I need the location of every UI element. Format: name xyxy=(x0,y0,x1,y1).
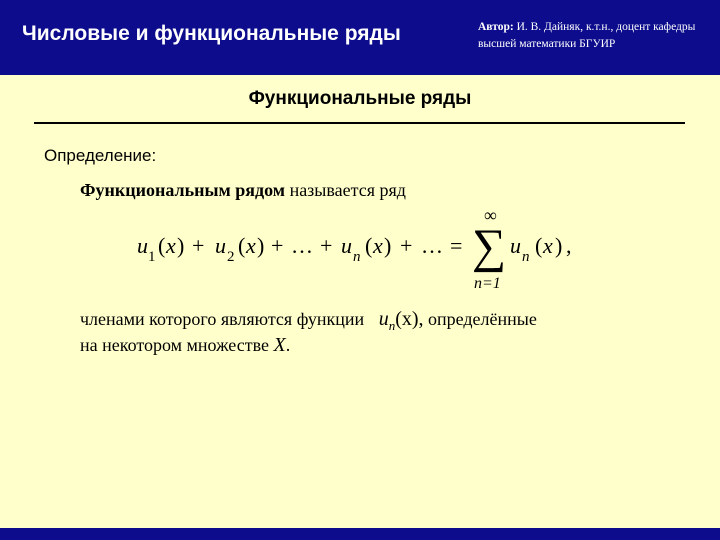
term-u2-rpar: ) xyxy=(257,233,265,258)
sigma-icon: ∑ xyxy=(472,220,507,273)
equals-sign: = xyxy=(450,233,463,258)
series-formula xyxy=(137,212,607,292)
ellipsis-1: … xyxy=(291,233,313,258)
definition-rest: называется ряд xyxy=(289,180,406,200)
sum-term-sub: n xyxy=(522,249,530,265)
section-title: Функциональные ряды xyxy=(248,88,472,109)
term-u2: u xyxy=(215,233,226,258)
title-rule xyxy=(34,122,685,124)
term-u1-sub: 1 xyxy=(148,249,156,265)
plus-1: + xyxy=(192,233,205,258)
body-line-1 xyxy=(80,308,537,334)
term-un: u xyxy=(341,233,352,258)
term-u2-x: x xyxy=(246,233,256,258)
term-u1: u xyxy=(137,233,148,258)
term-un-rpar: ) xyxy=(384,233,392,258)
body-line-2-text: на некотором множестве xyxy=(80,335,269,355)
sum-term-rpar: ) xyxy=(555,233,563,258)
body-line-2 xyxy=(80,334,290,357)
formula-comma: , xyxy=(566,233,572,258)
author-text: И. В. Дайняк, к.т.н., доцент кафедры высшей математики БГУИР xyxy=(478,21,696,50)
plus-3: + xyxy=(320,233,333,258)
term-un-lpar: ( xyxy=(365,233,373,258)
body-line-1-text: членами которого являются функции xyxy=(80,309,365,329)
un-math-u: u xyxy=(378,308,389,330)
body-line-2-end: . xyxy=(285,335,291,355)
sum-term-lpar: ( xyxy=(535,233,543,258)
plus-2: + xyxy=(271,233,284,258)
term-un-sub: n xyxy=(353,249,361,265)
author-credit xyxy=(478,19,714,53)
definition-term: Функциональным рядом xyxy=(80,180,286,200)
ellipsis-2: … xyxy=(421,233,443,258)
term-u2-lpar: ( xyxy=(238,233,246,258)
slide-title: Числовые и функциональные ряды xyxy=(22,22,401,45)
sum-upper-limit: ∞ xyxy=(484,212,497,225)
un-x-math xyxy=(369,308,424,333)
sum-lower-limit: n=1 xyxy=(474,275,501,292)
body-line-1-text2: определённые xyxy=(428,309,537,329)
footer-bar xyxy=(0,528,720,540)
sum-term-x: x xyxy=(543,233,553,258)
plus-4: + xyxy=(400,233,413,258)
definition-label: Определение: xyxy=(44,146,157,165)
un-math-rest: (x), xyxy=(395,308,424,330)
slide-header xyxy=(0,0,720,75)
term-u2-sub: 2 xyxy=(227,249,235,265)
sum-term-u: u xyxy=(510,233,521,258)
term-u1-lpar: ( xyxy=(158,233,166,258)
author-label: Автор: xyxy=(478,21,514,33)
definition-text xyxy=(80,180,406,201)
term-un-x: x xyxy=(373,233,383,258)
un-math-sub: n xyxy=(388,318,396,333)
set-x-math: X xyxy=(273,334,286,356)
term-u1-rpar: ) xyxy=(177,233,185,258)
term-u1-x: x xyxy=(166,233,176,258)
